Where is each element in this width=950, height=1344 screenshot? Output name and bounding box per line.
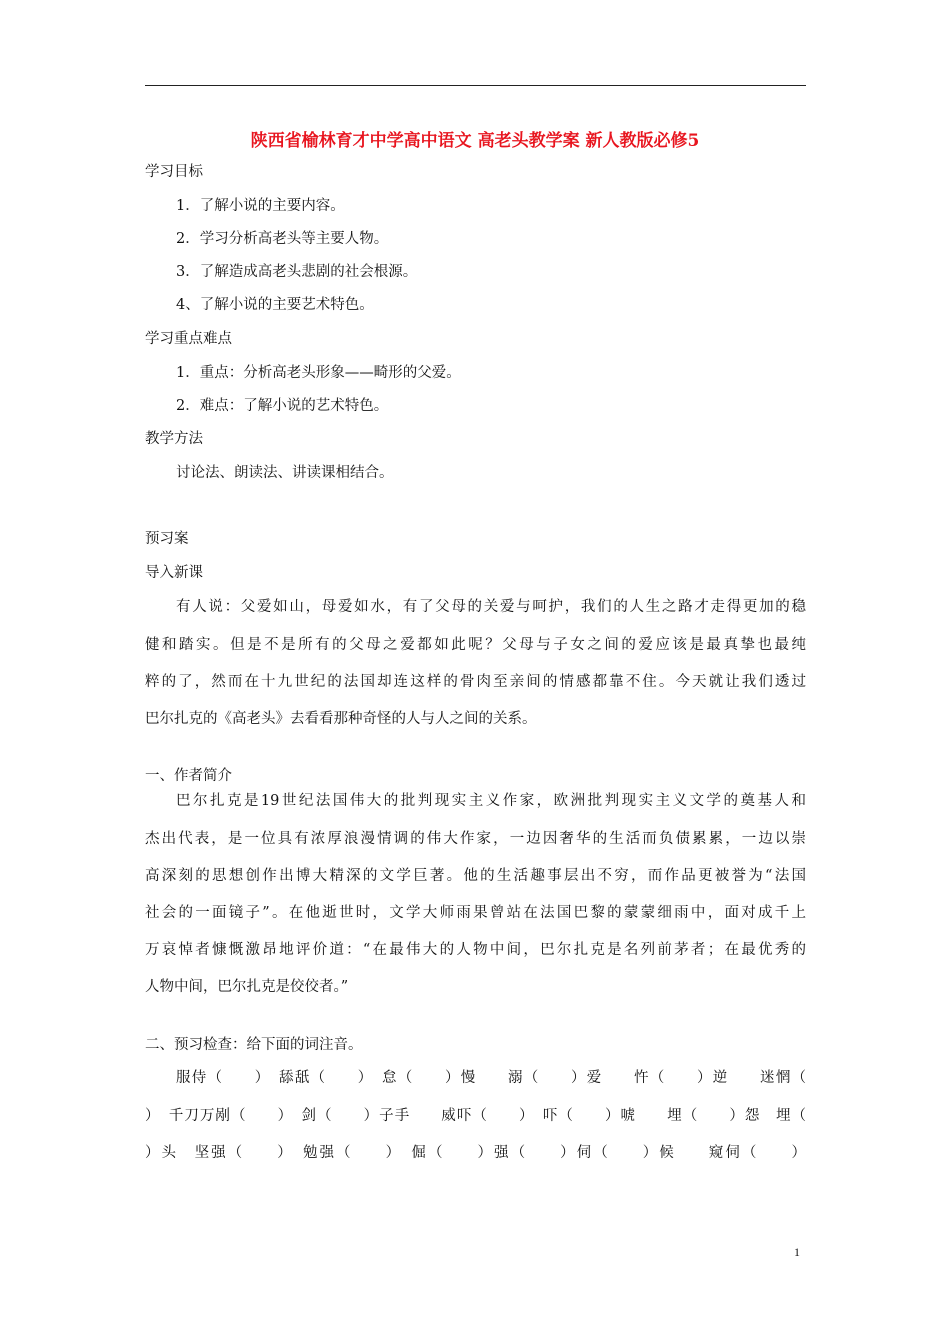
objectives-heading: 学习目标 bbox=[145, 164, 203, 180]
pinyin-exercise-line: ）头 坚强（ ） 勉强（ ） 倔（ ）强（ ）伺（ ）候 窥伺（ ） bbox=[145, 1145, 806, 1161]
objective-item: 2．学习分析高老头等主要人物。 bbox=[176, 231, 389, 247]
pinyin-heading: 二、预习检查：给下面的词注音。 bbox=[145, 1037, 363, 1053]
preview-heading: 预习案 bbox=[145, 531, 189, 547]
author-paragraph-line: 人物中间，巴尔扎克是佼佼者。” bbox=[145, 979, 349, 995]
intro-paragraph-line: 巴尔扎克的《高老头》去看看那种奇怪的人与人之间的关系。 bbox=[145, 711, 537, 727]
page-number: 1 bbox=[794, 1245, 800, 1259]
pinyin-exercise-line: 服侍（ ） 舔舐（ ） 怠（ ）慢 溺（ ）爱 忤（ ）逆 迷惘（ bbox=[176, 1070, 806, 1086]
author-paragraph-line: 杰出代表，是一位具有浓厚浪漫情调的伟大作家，一边因奢华的生活而负债累累，一边以崇 bbox=[145, 831, 806, 847]
header-rule bbox=[145, 85, 806, 86]
key-points-heading: 学习重点难点 bbox=[145, 331, 232, 347]
document-title: 陕西省榆林育才中学高中语文 高老头教学案 新人教版必修5 bbox=[250, 131, 700, 151]
author-paragraph-line: 巴尔扎克是19世纪法国伟大的批判现实主义作家，欧洲批判现实主义文学的奠基人和 bbox=[176, 793, 806, 809]
intro-paragraph-line: 粹的了，然而在十九世纪的法国却连这样的骨肉至亲间的情感都靠不住。今天就让我们透过 bbox=[145, 674, 806, 690]
objective-item: 1．了解小说的主要内容。 bbox=[176, 198, 345, 214]
author-heading: 一、作者简介 bbox=[145, 768, 232, 784]
author-paragraph-line: 万哀悼者慷慨激昂地评价道：“在最伟大的人物中间，巴尔扎克是名列前茅者；在最优秀的 bbox=[145, 942, 806, 958]
key-point-item: 1．重点：分析高老头形象——畸形的父爱。 bbox=[176, 365, 461, 381]
author-paragraph-line: 高深刻的思想创作出博大精深的文学巨著。他的生活趣事层出不穷，而作品更被誉为“法国 bbox=[145, 868, 806, 884]
intro-paragraph-line: 有人说：父爱如山，母爱如水，有了父母的关爱与呵护，我们的人生之路才走得更加的稳 bbox=[176, 599, 806, 615]
objective-item: 4、了解小说的主要艺术特色。 bbox=[176, 297, 374, 313]
key-point-item: 2．难点：了解小说的艺术特色。 bbox=[176, 398, 389, 414]
intro-heading: 导入新课 bbox=[145, 565, 203, 581]
intro-paragraph-line: 健和踏实。但是不是所有的父母之爱都如此呢？父母与子女之间的爱应该是最真挚也最纯 bbox=[145, 637, 806, 653]
objective-item: 3．了解造成高老头悲剧的社会根源。 bbox=[176, 264, 418, 280]
method-heading: 教学方法 bbox=[145, 431, 203, 447]
method-text: 讨论法、朗读法、讲读课相结合。 bbox=[176, 465, 394, 481]
author-paragraph-line: 社会的一面镜子”。在他逝世时，文学大师雨果曾站在法国巴黎的蒙蒙细雨中，面对成千上 bbox=[145, 905, 806, 921]
pinyin-exercise-line: ） 千刀万剐（ ） 剑（ ）子手 威吓（ ） 吓（ ）唬 埋（ ）怨 埋（ bbox=[145, 1108, 806, 1124]
